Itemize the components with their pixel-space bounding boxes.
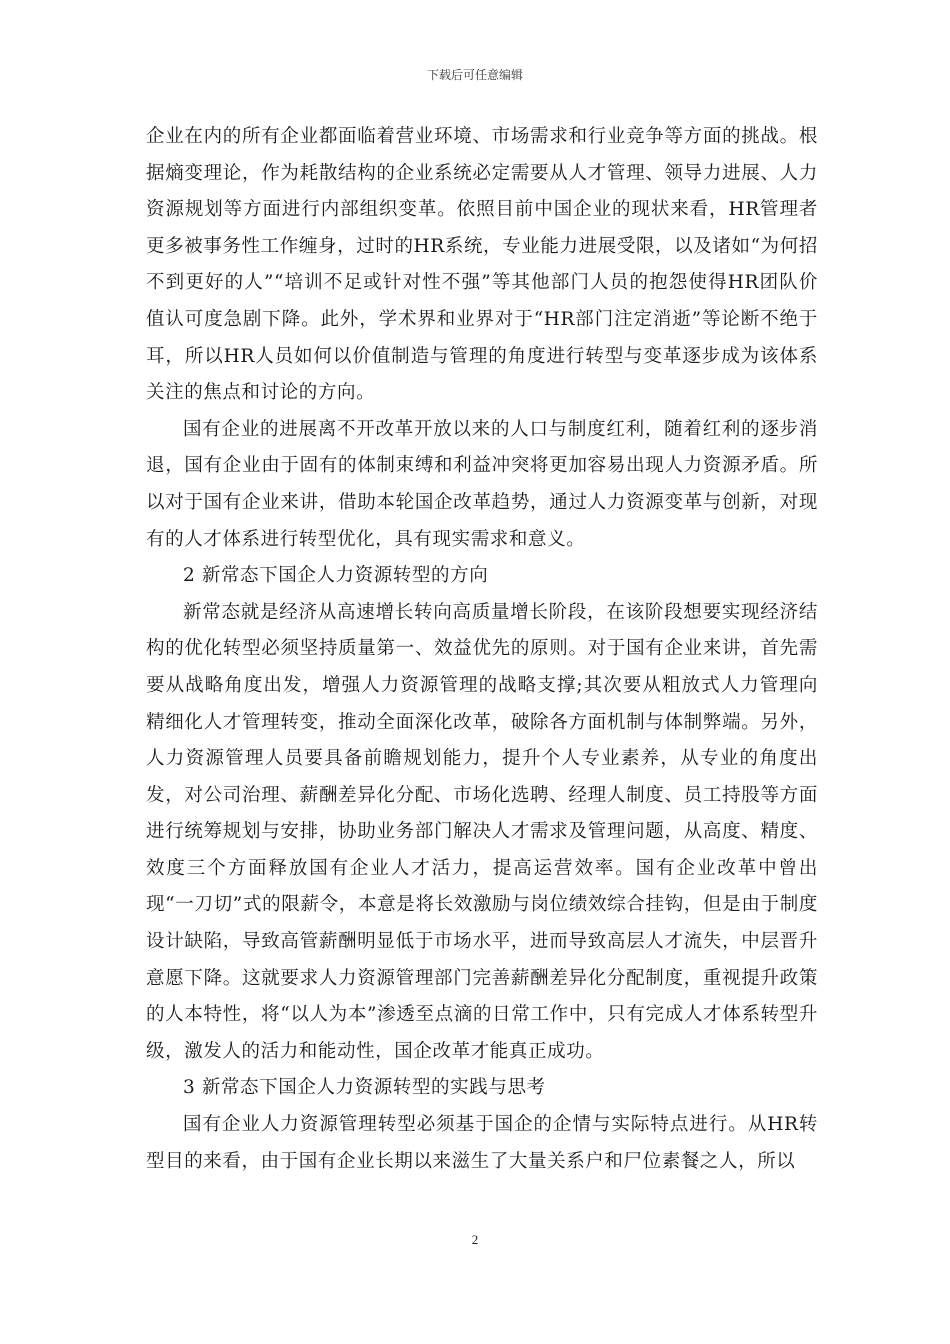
paragraph-transformation-practice: 国有企业人力资源管理转型必须基于国企的企情与实际特点进行。从HR转型目的来看，由于国有企业长期以来滋生了大量关系户和尸位素餐之人，所以	[146, 1114, 818, 1172]
page-number: 2	[471, 1232, 479, 1247]
header-note: 下载后可任意编辑	[426, 68, 523, 82]
paragraph-challenges: 企业在内的所有企业都面临着营业环境、市场需求和行业竞争等方面的挑战。根据熵变理论，作为耗散结构的企业系统必定需要从人才管理、领导力进展、人力资源规划等方面进行内部组织变革。依照目前中国企业的现状来看，HR管理者更多被事务性工作缠身，过时的HR系统，专业能力进展受限，以及诸如“为何招不到更好的人”“培训不足或针对性不强”等其他部门人员的抱怨使得HR团队价值认可度急剧下降。此外，学术界和业界对于“HR部门注定消逝”等论断不绝于耳，所以HR人员如何以价值制造与管理的角度进行转型与变革逐步成为该体系关注的焦点和讨论的方向。	[146, 126, 818, 404]
paragraph-new-normal: 新常态就是经济从高速增长转向高质量增长阶段，在该阶段想要实现经济结构的优化转型必须坚持质量第一、效益优先的原则。对于国有企业来讲，首先需要从战略角度出发，增强人力资源管理的战略支撑;其次要从粗放式人力管理向精细化人才管理转变，推动全面深化改革，破除各方面机制与体制弊端。另外，人力资源管理人员要具备前瞻规划能力，提升个人专业素养，从专业的角度出发，对公司治理、薪酬差异化分配、市场化选聘、经理人制度、员工持股等方面进行统筹规划与安排，协助业务部门解决人才需求及管理问题，从高度、精度、效度三个方面释放国有企业人才活力，提高运营效率。国有企业改革中曾出现“一刀切”式的限薪令，本意是将长效激励与岗位绩效综合挂钩，但是由于制度设计缺陷，导致高管薪酬明显低于市场水平，进而导致高层人才流失，中层晋升意愿下降。这就要求人力资源管理部门完善薪酬差异化分配制度，重视提升政策的人本特性，将“以人为本”渗透至点滴的日常工作中，只有完成人才体系转型升级，激发人的活力和能动性，国企改革才能真正成功。	[146, 601, 818, 1062]
document-body	[146, 119, 818, 1180]
paragraph-state-enterprise-dividend: 国有企业的进展离不开改革开放以来的人口与制度红利，随着红利的逐步消退，国有企业由于固有的体制束缚和利益冲突将更加容易出现人力资源矛盾。所以对于国有企业来讲，借助本轮国企改革趋势，通过人力资源变革与创新，对现有的人才体系进行转型优化，具有现实需求和意义。	[146, 418, 818, 550]
section-heading-2: 2 新常态下国企人力资源转型的方向	[183, 565, 489, 587]
section-heading-3: 3 新常态下国企人力资源转型的实践与思考	[183, 1077, 546, 1099]
